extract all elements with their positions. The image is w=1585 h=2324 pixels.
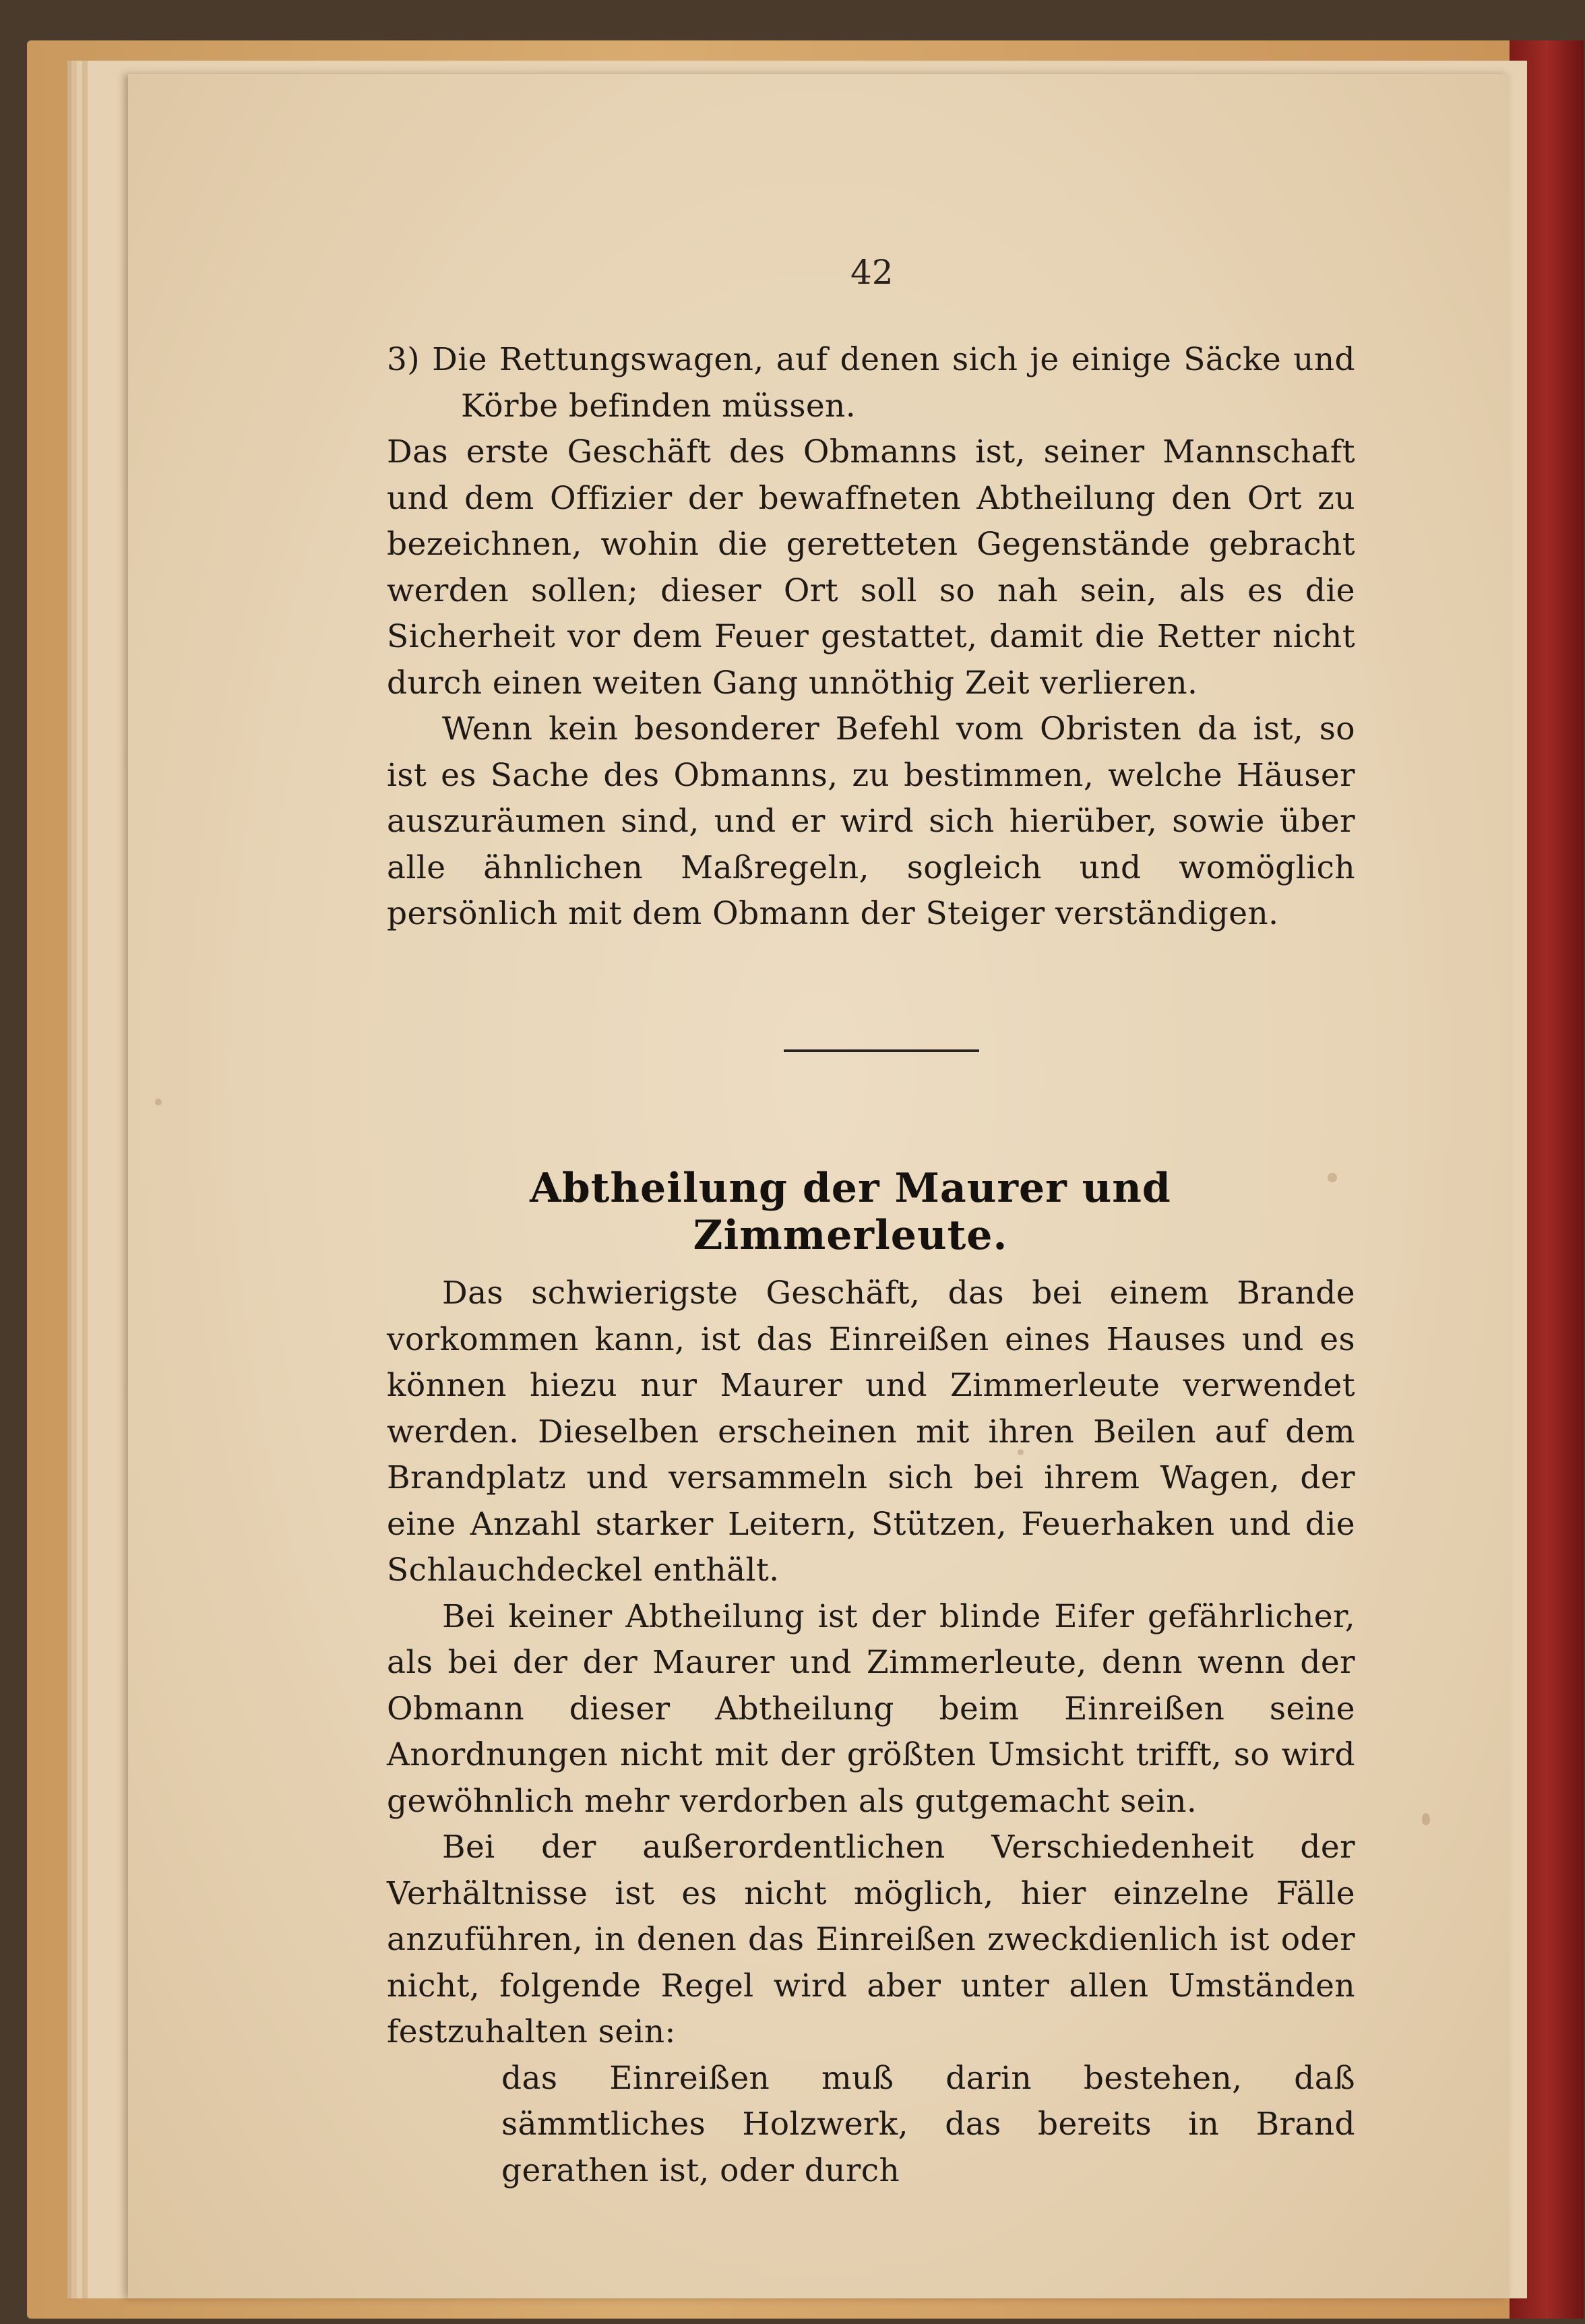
paragraph-3: Das schwierigste Geschäft, das bei einem Brande vorkommen kann, ist das Einreißen eines Hauses und es können hiezu nur Maurer und Zimmerleute verwendet werden. Dieselben erscheinen mit ihren Beilen auf dem Brandplatz und versammeln sich bei ihrem Wagen, der eine Anzahl starker Leitern, Stützen, Feuerhaken und die Schlauchdeckel enthält. bbox=[387, 1275, 1355, 1589]
page-number: 42 bbox=[850, 253, 894, 292]
paper-spot bbox=[1328, 1173, 1337, 1182]
section-heading: Abtheilung der Maurer und Zimmerleute. bbox=[530, 1165, 1171, 1259]
paragraph-1: Das erste Geschäft des Obmanns ist, seiner Mannschaft und dem Offizier der bewaffneten Abtheilung den Ort zu bezeichnen, wohin die geretteten Gegenstände gebracht werden sollen; dieser Ort soll so nah sein, als es die Sicherheit vor dem Feuer gestattet, damit die Retter nicht durch einen weiten Gang unnöthig Zeit verlieren. bbox=[387, 433, 1355, 702]
rule-statement: das Einreißen muß darin bestehen, daß sämmtliches Holzwerk, das bereits in Brand gerathen ist, oder durch bbox=[501, 2059, 1355, 2189]
paper-spot bbox=[155, 1099, 162, 1105]
section-one-text bbox=[387, 337, 1355, 938]
paragraph-4: Bei keiner Abtheilung ist der blinde Eifer gefährlicher, als bei der der Maurer und Zimmerleute, denn wenn der Obmann dieser Abtheilung beim Einreißen seine Anordnungen nicht mit der größten Umsicht trifft, so wird gewöhnlich mehr verdorben als gutgemacht sein. bbox=[387, 1597, 1355, 1820]
section-two-text bbox=[387, 1271, 1355, 2194]
paper-spot bbox=[1422, 1813, 1430, 1825]
section-divider bbox=[784, 1049, 979, 1052]
paragraph-5: Bei der außerordentlichen Verschiedenheit der Verhältnisse ist es nicht möglich, hier einzelne Fälle anzuführen, in denen das Einreißen zweckdienlich ist oder nicht, folgende Regel wird aber unter allen Umständen festzuhalten sein: bbox=[387, 1829, 1355, 2050]
paragraph-2: Wenn kein besonderer Befehl vom Obristen da ist, so ist es Sache des Obmanns, zu bestimmen, welche Häuser auszuräumen sind, und er wird sich hierüber, sowie über alle ähnlichen Maßregeln, sogleich und womöglich persönlich mit dem Obmann der Steiger verständigen. bbox=[387, 710, 1355, 932]
item-3: 3) Die Rettungswagen, auf denen sich je einige Säcke und Körbe befinden müssen. bbox=[387, 341, 1355, 425]
